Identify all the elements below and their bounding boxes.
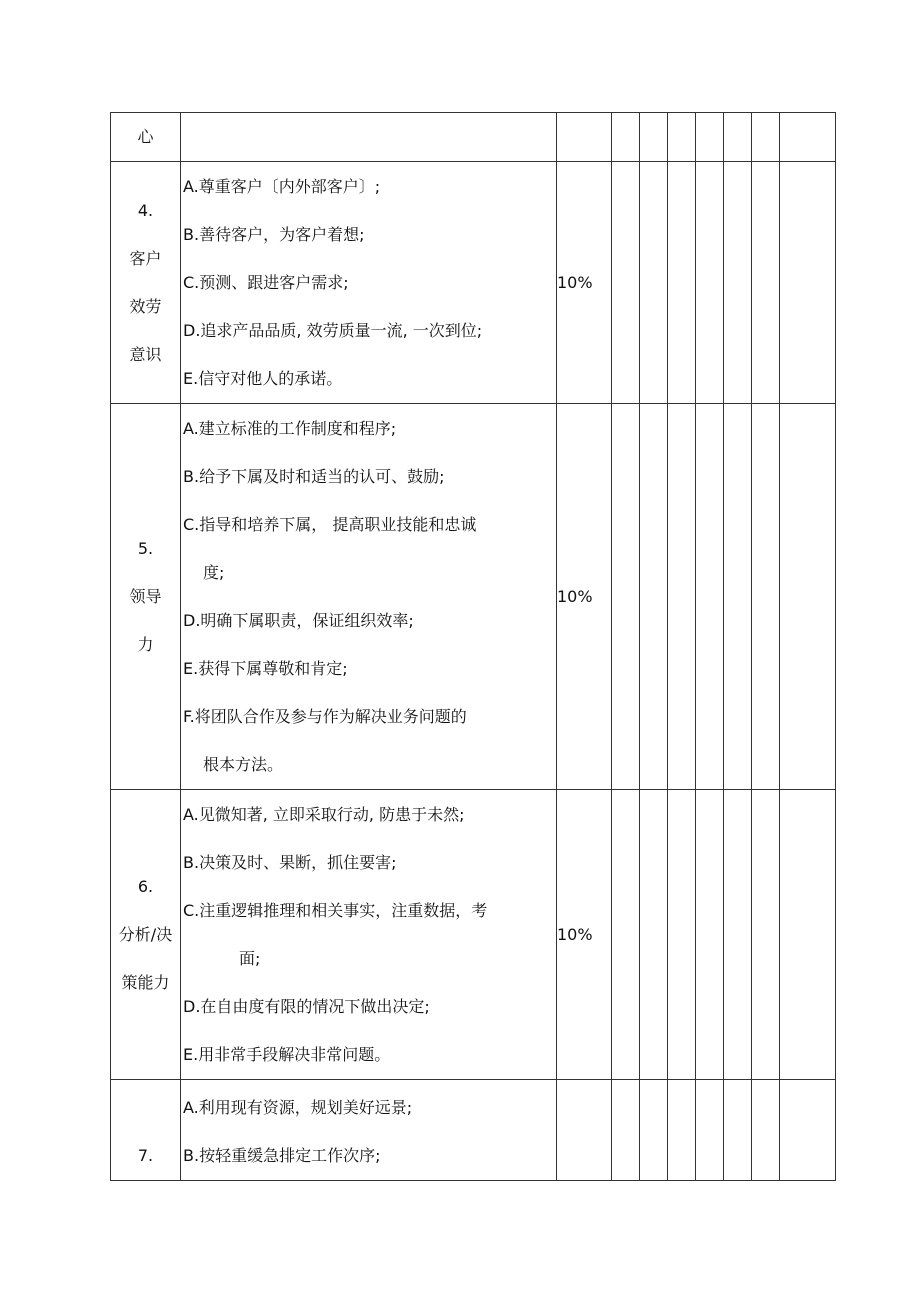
- description-cell: [181, 162, 557, 404]
- criterion-item: D.追求产品品质, 效劳质量一流, 一次到位;: [183, 320, 483, 340]
- category-number: 7.: [137, 1146, 154, 1165]
- criterion-item: A.尊重客户〔内外部客户〕;: [183, 176, 381, 196]
- score-cell: [696, 162, 724, 404]
- criterion-item: D.明确下属职责，保证组织效率;: [183, 610, 414, 630]
- criterion-item: F.将团队合作及参与作为解决业务问题的: [183, 706, 467, 726]
- score-cell: [640, 162, 668, 404]
- category-text: 意识: [129, 344, 162, 364]
- remark-cell: [780, 404, 836, 790]
- criterion-item: C.指导和培养下属， 提高职业技能和忠诚: [183, 514, 477, 534]
- criterion-item: E.信守对他人的承诺。: [183, 368, 343, 388]
- criterion-item-continuation: 根本方法。: [203, 754, 284, 774]
- score-cell: [752, 1080, 780, 1181]
- score-cell: [668, 1080, 696, 1181]
- score-cell: [668, 162, 696, 404]
- score-cell: [752, 404, 780, 790]
- score-cell: [752, 790, 780, 1080]
- score-cell: [640, 1080, 668, 1181]
- weight-cell: [557, 113, 612, 162]
- score-cell: [724, 404, 752, 790]
- score-cell: [612, 162, 640, 404]
- table-row: [111, 1080, 836, 1181]
- score-cell: [668, 790, 696, 1080]
- score-cell: [612, 113, 640, 162]
- score-cell: [724, 162, 752, 404]
- remark-cell: [780, 1080, 836, 1181]
- score-cell: [668, 404, 696, 790]
- description-cell: [181, 404, 557, 790]
- score-cell: [724, 1080, 752, 1181]
- remark-cell: [780, 162, 836, 404]
- weight-cell: 10%: [557, 790, 612, 1080]
- score-cell: [752, 162, 780, 404]
- criterion-item: C.预测、跟进客户需求;: [183, 272, 349, 292]
- description-cell: [181, 1080, 557, 1181]
- category-text: 分析/决: [118, 924, 173, 944]
- criterion-item: A.建立标准的工作制度和程序;: [183, 418, 397, 438]
- category-cell: [111, 1080, 181, 1181]
- score-cell: [696, 404, 724, 790]
- category-number: 6.: [137, 876, 154, 896]
- category-text: 策能力: [121, 972, 170, 992]
- criterion-item: D.在自由度有限的情况下做出决定;: [183, 996, 430, 1016]
- criterion-item-continuation: 面;: [239, 948, 261, 968]
- score-cell: [752, 113, 780, 162]
- category-text: 领导: [129, 586, 162, 606]
- criterion-item: B.按轻重缓急排定工作次序;: [183, 1146, 381, 1165]
- weight-cell: 10%: [557, 404, 612, 790]
- score-cell: [696, 1080, 724, 1181]
- table-row: [111, 404, 836, 790]
- category-text: 客户: [129, 248, 162, 268]
- criterion-item: C.注重逻辑推理和相关事实，注重数据，考: [183, 900, 488, 920]
- criterion-item: B.决策及时、果断，抓住要害;: [183, 852, 397, 872]
- evaluation-table: [110, 112, 836, 1181]
- category-cell: [111, 404, 181, 790]
- score-cell: [612, 1080, 640, 1181]
- remark-cell: [780, 113, 836, 162]
- score-cell: [640, 790, 668, 1080]
- criterion-item: B.给予下属及时和适当的认可、鼓励;: [183, 466, 445, 486]
- description-cell: [181, 790, 557, 1080]
- category-cell: [111, 790, 181, 1080]
- score-cell: [640, 113, 668, 162]
- category-number: 5.: [137, 538, 154, 558]
- criterion-item: B.善待客户，为客户着想;: [183, 224, 365, 244]
- category-text: 力: [137, 634, 154, 654]
- score-cell: [668, 113, 696, 162]
- category-cell: [111, 113, 181, 162]
- table-row: [111, 113, 836, 162]
- score-cell: [612, 790, 640, 1080]
- category-text: 心: [137, 127, 154, 146]
- score-cell: [612, 404, 640, 790]
- score-cell: [696, 790, 724, 1080]
- category-number: 4.: [137, 200, 154, 220]
- criterion-item: A.见微知著, 立即采取行动, 防患于未然;: [183, 804, 465, 824]
- description-cell: [181, 113, 557, 162]
- score-cell: [724, 113, 752, 162]
- criterion-item: A.利用现有资源，规划美好远景;: [183, 1098, 413, 1117]
- table-row: [111, 162, 836, 404]
- category-cell: [111, 162, 181, 404]
- score-cell: [696, 113, 724, 162]
- weight-cell: [557, 1080, 612, 1181]
- score-cell: [640, 404, 668, 790]
- table-row: [111, 790, 836, 1080]
- criterion-item: E.用非常手段解决非常问题。: [183, 1044, 391, 1064]
- remark-cell: [780, 790, 836, 1080]
- criterion-item: E.获得下属尊敬和肯定;: [183, 658, 348, 678]
- score-cell: [724, 790, 752, 1080]
- weight-cell: 10%: [557, 162, 612, 404]
- criterion-item-continuation: 度;: [203, 562, 225, 582]
- category-text: 效劳: [129, 296, 162, 316]
